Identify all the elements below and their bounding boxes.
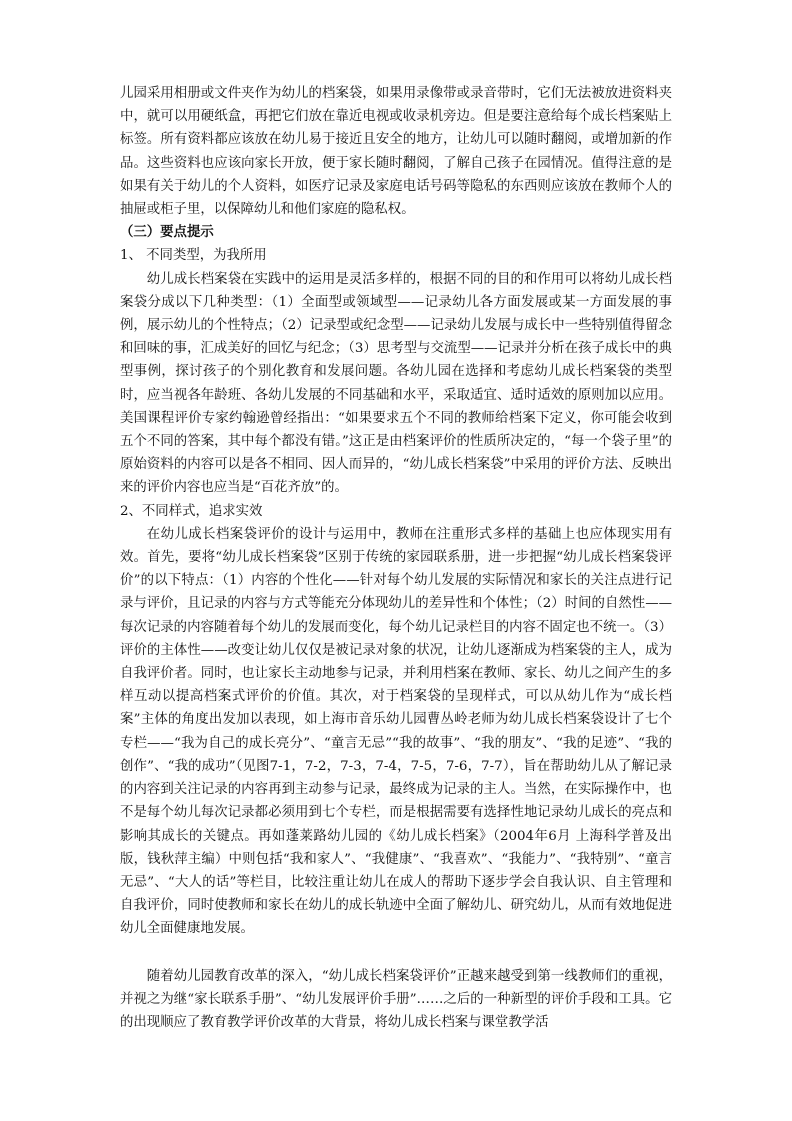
paragraph-gap [120, 941, 672, 965]
subheading-different-styles: 2、不同样式，追求实效 [120, 503, 263, 519]
paragraph-portfolio-types: 幼儿成长档案袋在实践中的运用是灵活多样的，根据不同的目的和作用可以将幼儿成长档案袋分成以下几种类型：（1）全面型或领域型——记录幼儿各方面发展或某一方面发展的事例，展示幼儿的个性特点；（2）记录型或纪念型——记录幼儿发展与成长中一些特别值得留念和回味的事，汇成美好的回忆与纪念；（3）思考型与交流型——记录并分析在孩子成长中的典型事例，探讨孩子的个别化教育和发展问题。各幼儿园在选择和考虑幼儿成长档案袋的类型时，应当视各年龄班、各幼儿发展的不同基础和水平，采取适宜、适时适效的原则加以应用。美国课程评价专家约翰逊曾经指出：“如果要求五个不同的教师给档案下定义，你可能会收到五个不同的答案，其中每个都没有错。”这正是由档案评价的性质所决定的，“每一个袋子里”的原始资料的内容可以是各不相同、因人而异的，“幼儿成长档案袋”中采用的评价方法、反映出来的评价内容也应当是“百花齐放”的。 [120, 271, 672, 496]
paragraph-continuation: 儿园采用相册或文件夹作为幼儿的档案袋，如果用录像带或录音带时，它们无法被放进资料夹中，就可以用硬纸盒，再把它们放在靠近电视或收录机旁边。但是要注意给每个成长档案贴上标签。所有资料都应该放在幼儿易于接近且安全的地方，让幼儿可以随时翻阅，或增加新的作品。这些资料也应该向家长开放，便于家长随时翻阅，了解自己孩子在园情况。值得注意的是如果有关于幼儿的个人资料，如医疗记录及家庭电话号码等隐私的东西则应该放在教师个人的抽屉或柜子里，以保障幼儿和他们家庭的隐私权。 [120, 86, 672, 218]
document-body [120, 82, 672, 1034]
subheading-different-types: 1、 不同类型，为我所用 [120, 248, 267, 264]
paragraph-reform: 随着幼儿园教育改革的深入，“幼儿成长档案袋评价”正越来越受到第一线教师们的重视，并视之为继“家长联系手册”、“幼儿发展评价手册”……之后的一种新型的评价手段和工具。它的出现顺应了教育教学评价改革的大背景，将幼儿成长档案与课堂教学活 [120, 968, 672, 1030]
section-heading-key-points: （三）要点提示 [120, 225, 214, 241]
paragraph-portfolio-styles: 在幼儿成长档案袋评价的设计与运用中，教师在注重形式多样的基础上也应体现实用有效。首先，要将“幼儿成长档案袋”区别于传统的家园联系册，进一步把握“幼儿成长档案袋评价”的以下特点：（1）内容的个性化——针对每个幼儿发展的实际情况和家长的关注点进行记录与评价，且记录的内容与方式等能充分体现幼儿的差异性和个体性；（2）时间的自然性——每次记录的内容随着每个幼儿的发展而变化，每个幼儿记录栏目的内容不固定也不统一。（3）评价的主体性——改变让幼儿仅仅是被记录对象的状况，让幼儿逐渐成为档案袋的主人，成为自我评价者。同时，也让家长主动地参与记录，并利用档案在教师、家长、幼儿之间产生的多样互动以提高档案式评价的价值。其次，对于档案袋的呈现样式，可以从幼儿作为“成长档案”主体的角度出发加以表现，如上海市音乐幼儿园曹丛岭老师为幼儿成长档案袋设计了七个专栏——“我为自己的成长亮分”、“童言无忌”“我的故事”、“我的朋友”、“我的足迹”、“我的创作”、“我的成功”（见图7-1，7-2，7-3，7-4，7-5，7-6，7-7），旨在帮助幼儿从了解记录的内容到关注记录的内容再到主动参与记录，最终成为记录的主人。当然，在实际操作中，也不是每个幼儿每次记录都必须用到七个专栏，而是根据需要有选择性地记录幼儿成长的亮点和影响其成长的关键点。再如蓬莱路幼儿园的《幼儿成长档案》（2004年6月 上海科学普及出版，钱秋萍主编）中则包括“我和家人”、“我健康”、“我喜欢”、“我能力”、“我特别”、“童言无忌”、“大人的话”等栏目，比较注重让幼儿在成人的帮助下逐步学会自我认识、自主管理和自我评价，同时使教师和家长在幼儿的成长轨迹中全面了解幼儿、研究幼儿，从而有效地促进幼儿全面健康地发展。 [120, 526, 672, 937]
